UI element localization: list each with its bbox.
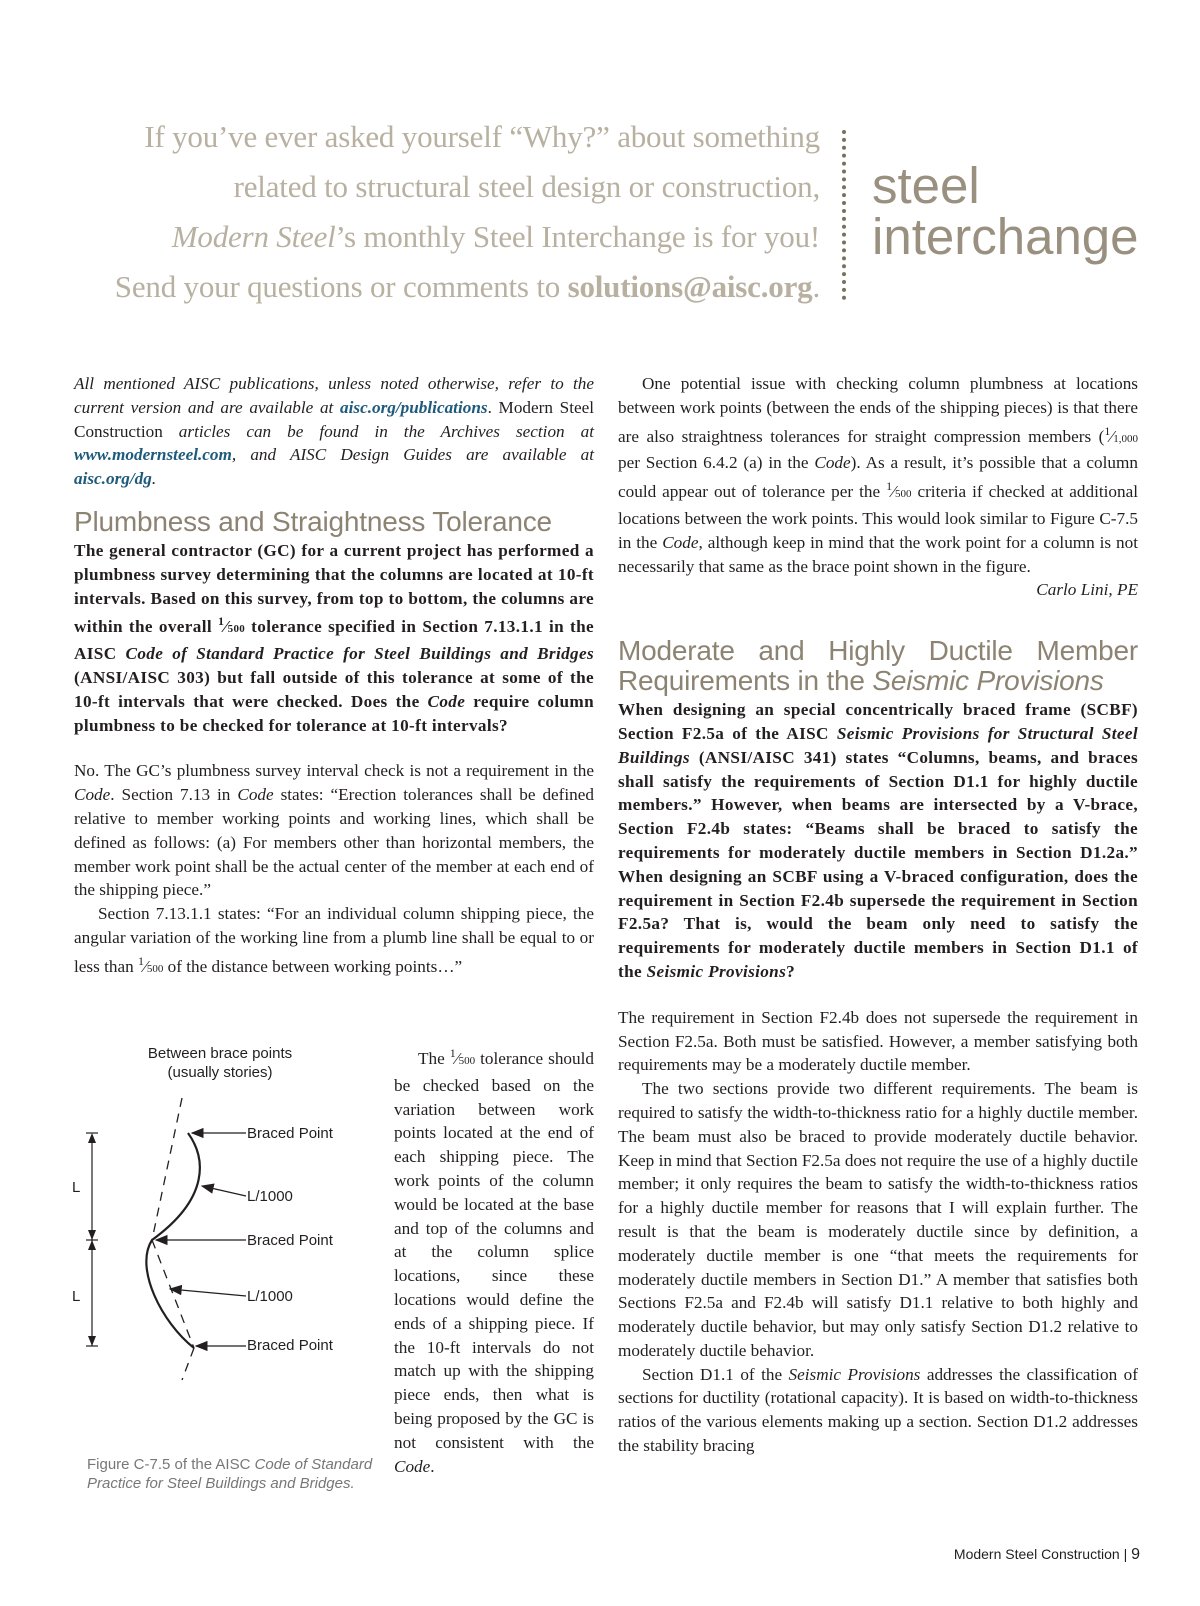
design-guides-link[interactable]: aisc.org/dg	[74, 469, 152, 489]
author-signature: Carlo Lini, PE	[1036, 580, 1138, 600]
section-brand	[872, 157, 1139, 265]
a1-part-1: No. The GC’s plumbness survey interval check is not a requirement in the	[74, 761, 594, 781]
q1-part-4: require column plumbness to be checked for tolerance at 10-ft intervals?	[74, 691, 594, 735]
answer-6	[618, 1363, 1138, 1458]
working-line-lower	[152, 1240, 194, 1348]
code-ref: Code	[427, 691, 466, 711]
a2-part-2: of the distance between working points…”	[163, 956, 463, 976]
a1-part-2: . Section 7.13 in	[110, 785, 238, 805]
fraction-numerator-2: 1	[137, 953, 144, 968]
page-number: 9	[1131, 1546, 1140, 1563]
a3-part-2: tolerance should be checked based on the variation between work points located at the end of each shipping piece. The work points of the column would be located at the base and top of the columns and at the column splice locations, since these locations would define the ends of a shipping piece. If the 10-ft intervals do not match up with the shipping piece ends, then what is being proposed by the GC is not consistent with the	[394, 1049, 594, 1452]
answer-1-continued	[618, 372, 1138, 578]
label-braced-point-3: Braced Point	[247, 1337, 333, 1354]
fraction-1000-denominator: 1,000	[1113, 432, 1138, 445]
intro-line-3-rest: ’s monthly Steel Interchange is for you!	[335, 219, 820, 254]
question-1	[74, 539, 594, 737]
footer-magazine: Modern Steel Construction	[953, 1546, 1120, 1562]
intro-text	[60, 112, 820, 312]
note-text-4: , and AISC Design Guides are available at	[231, 445, 594, 465]
figure-title-2: (usually stories)	[167, 1064, 273, 1081]
figure-title-1: Between brace points	[147, 1045, 293, 1062]
q1-part-3: (ANSI/AISC 303) but fall outside of this tolerance at some of the 10-ft intervals that were checked. Does the	[74, 667, 594, 711]
a1-part-3: states: “Erection tolerances shall be defined relative to member working points and working lines, which shall be defined as follows: (a) For members other than horizontal members, the member work point shall be the actual center of the member at each end of the shipping piece.”	[74, 785, 594, 900]
a2-part-1: Section 7.13.1.1 states: “For an individual column shipping piece, the angular variation of the working line from a plumb line shall be equal to or less than	[74, 904, 594, 976]
heading-ductile-text: Moderate and Highly Ductile Member Requirements in the	[618, 635, 1138, 697]
caption-italic: Code of Standard Practice for Steel Buildings and Bridges.	[87, 1456, 373, 1492]
a6-part-1: Section D1.1 of the	[642, 1364, 789, 1384]
q2-italic: Seismic Provisions for Structural Steel Buildings	[618, 723, 1138, 767]
intro-line-1: If you’ve ever asked yourself “Why?” about something	[144, 119, 820, 154]
dotted-divider	[842, 130, 846, 300]
note-text-1: All mentioned AISC publications, unless noted otherwise, refer to the current version and are available at	[74, 374, 594, 417]
fraction-1000-numerator: 1	[1104, 423, 1111, 438]
page-footer	[940, 1546, 1140, 1564]
q1-part-1: The general contractor (GC) for a current project has performed a plumbness survey determining that the columns are located at 10-ft intervals. Based on this survey, from top to bottom, the columns are within the overall	[74, 540, 594, 637]
a3-part-3: .	[430, 1456, 435, 1476]
heading-ductile-italic: Seismic Provisions	[872, 665, 1104, 697]
p1-code: Code	[814, 453, 851, 473]
q1-part-2: tolerance specified in Section 7.13.1.1 in the AISC	[74, 617, 594, 664]
brand-line-2: interchange	[872, 208, 1139, 265]
note-text-2: . Modern Steel Construction	[74, 397, 594, 441]
fraction-slash-2: ⁄	[143, 956, 147, 976]
figure-caption	[87, 1455, 377, 1493]
question-2	[618, 698, 1138, 984]
intro-line-2: related to structural steel design or construction,	[233, 169, 820, 204]
label-l1000-1: L/1000	[247, 1188, 293, 1205]
a3-part-1: The	[418, 1049, 450, 1068]
fraction-1000-slash: ⁄	[1110, 426, 1114, 446]
intro-line-4	[60, 262, 820, 312]
fraction-slash-3: ⁄	[455, 1049, 459, 1068]
label-length-2: L	[72, 1288, 81, 1305]
a6-italic: Seismic Provisions	[788, 1364, 921, 1384]
note-text-5: .	[151, 469, 157, 489]
magazine-name: Modern Steel	[171, 219, 336, 254]
modernsteel-link[interactable]: www.modernsteel.com	[74, 445, 232, 465]
fraction-denominator-3: 500	[458, 1055, 476, 1067]
brand-line-1: steel	[872, 157, 980, 214]
label-braced-point-2: Braced Point	[247, 1232, 333, 1249]
fraction-denominator-4: 500	[894, 488, 912, 501]
p1-part-2: per Section 6.4.2 (a) in the	[618, 453, 815, 473]
working-line-tail	[182, 1348, 194, 1380]
fraction-numerator: 1	[218, 614, 225, 629]
q2-part-1: When designing an special concentrically braced frame (SCBF) Section F2.5a of the AISC	[618, 700, 1138, 743]
p1-part-5: , although keep in mind that the work point for a column is not necessarily that same as the brace point shown in the figure.	[618, 532, 1138, 576]
fraction-slash-4: ⁄	[892, 482, 895, 502]
answer-5: The two sections provide two different requirements. The beam is required to satisfy the width-to-thickness ratio for a highly ductile member. The beam must also be braced to provide moderately ductile behavior. Keep in mind that Section F2.5a does not require the use of a highly ductile member; it only requires the beam to satisfy the width-to-thickness ratios for a highly ductile member for reasons that I will explain further. The result is that the beam is moderately ductile since by definition, a moderately ductile member is one “that meets the requirements for moderately ductile members in Section D1.” A member that satisfies both Sections F2.5a and F2.4b will satisfy D1.1 relative to both highly and moderately ductile behavior, but may only satisfy Section D1.2 relative to moderately ductile behavior.	[618, 1079, 1138, 1360]
label-braced-point-1: Braced Point	[247, 1125, 333, 1142]
heading-plumbness: Plumbness and Straightness Tolerance	[74, 505, 552, 537]
footer-separator: |	[1123, 1546, 1128, 1562]
email-link[interactable]: solutions@aisc.org	[567, 269, 813, 304]
code-title: Code of Standard Practice for Steel Buildings and Bridges	[125, 644, 595, 664]
publications-link[interactable]: aisc.org/publications	[340, 397, 488, 417]
heading-ductile	[618, 636, 1138, 696]
p1-code-2: Code	[662, 532, 699, 552]
p1-part-1: One potential issue with checking column plumbness at locations between work points (between the ends of the shipping pieces) is that there are also straightness tolerances for straight compression members (	[618, 374, 1138, 446]
left-column	[74, 372, 594, 982]
a1-code: Code	[74, 785, 111, 805]
intro-line-4-pre: Send your questions or comments to	[114, 269, 568, 304]
caption-pre: Figure C-7.5 of the AISC	[87, 1456, 255, 1473]
label-l1000-2: L/1000	[247, 1288, 293, 1305]
q2-italic-2: Seismic Provisions	[646, 961, 787, 981]
a6-part-2: addresses the classification of sections for ductility (rotational capacity). It is based on width-to-thickness ratios of the various elements making up a section. Section D1.2 addresses the stability bracing	[618, 1364, 1138, 1456]
fraction-slash: ⁄	[224, 617, 228, 637]
fraction-numerator-4: 1	[886, 479, 893, 494]
answer-2	[74, 902, 594, 981]
answer-4: The requirement in Section F2.4b does not supersede the requirement in Section F2.5a. Both must be satisfied. However, a member satisfying both requirements may be a moderately ductile member.	[618, 1007, 1138, 1075]
a3-code: Code	[394, 1456, 431, 1476]
fraction-denominator: 500	[227, 623, 246, 636]
answer-3	[394, 1042, 594, 1478]
q2-part-2: (ANSI/AISC 341) states “Columns, beams, and braces shall satisfy the requirements of Section D1.1 for highly ductile members.” However, when beams are intersected by a V-brace, Section F2.4b states: “Beams shall be braced to satisfy the requirements for moderately ductile members in Section D1.2a.” When designing an SCBF using a V-braced configuration, does the requirement in Section F2.4b supersede the requirement in Section F2.5a? That is, would the beam only need to satisfy the requirements for moderately ductile members in Section D1.1 of the	[618, 747, 1138, 981]
p1-part-3: ). As a result, it’s possible that a column could appear out of tolerance per the	[618, 453, 1138, 502]
fraction-denominator-2: 500	[146, 962, 164, 975]
fraction-numerator-3: 1	[449, 1046, 456, 1060]
a1-code-2: Code	[237, 785, 274, 805]
label-length-1: L	[72, 1179, 81, 1196]
column-tolerance-figure	[70, 1045, 370, 1428]
intro-line-3	[60, 212, 820, 262]
right-column	[618, 372, 1138, 1458]
q2-part-3: ?	[786, 961, 796, 981]
deflection-arrow-1	[202, 1186, 246, 1196]
note-text-3: articles can be found in the Archives section at	[162, 421, 594, 441]
intro-line-4-post: .	[812, 269, 820, 304]
answer-1	[74, 759, 594, 902]
p1-part-4: criteria if checked at additional locations between the work points. This would look similar to Figure C-7.5 in the	[618, 482, 1138, 552]
publications-note	[74, 372, 594, 491]
deflection-arrow-2	[170, 1289, 246, 1296]
